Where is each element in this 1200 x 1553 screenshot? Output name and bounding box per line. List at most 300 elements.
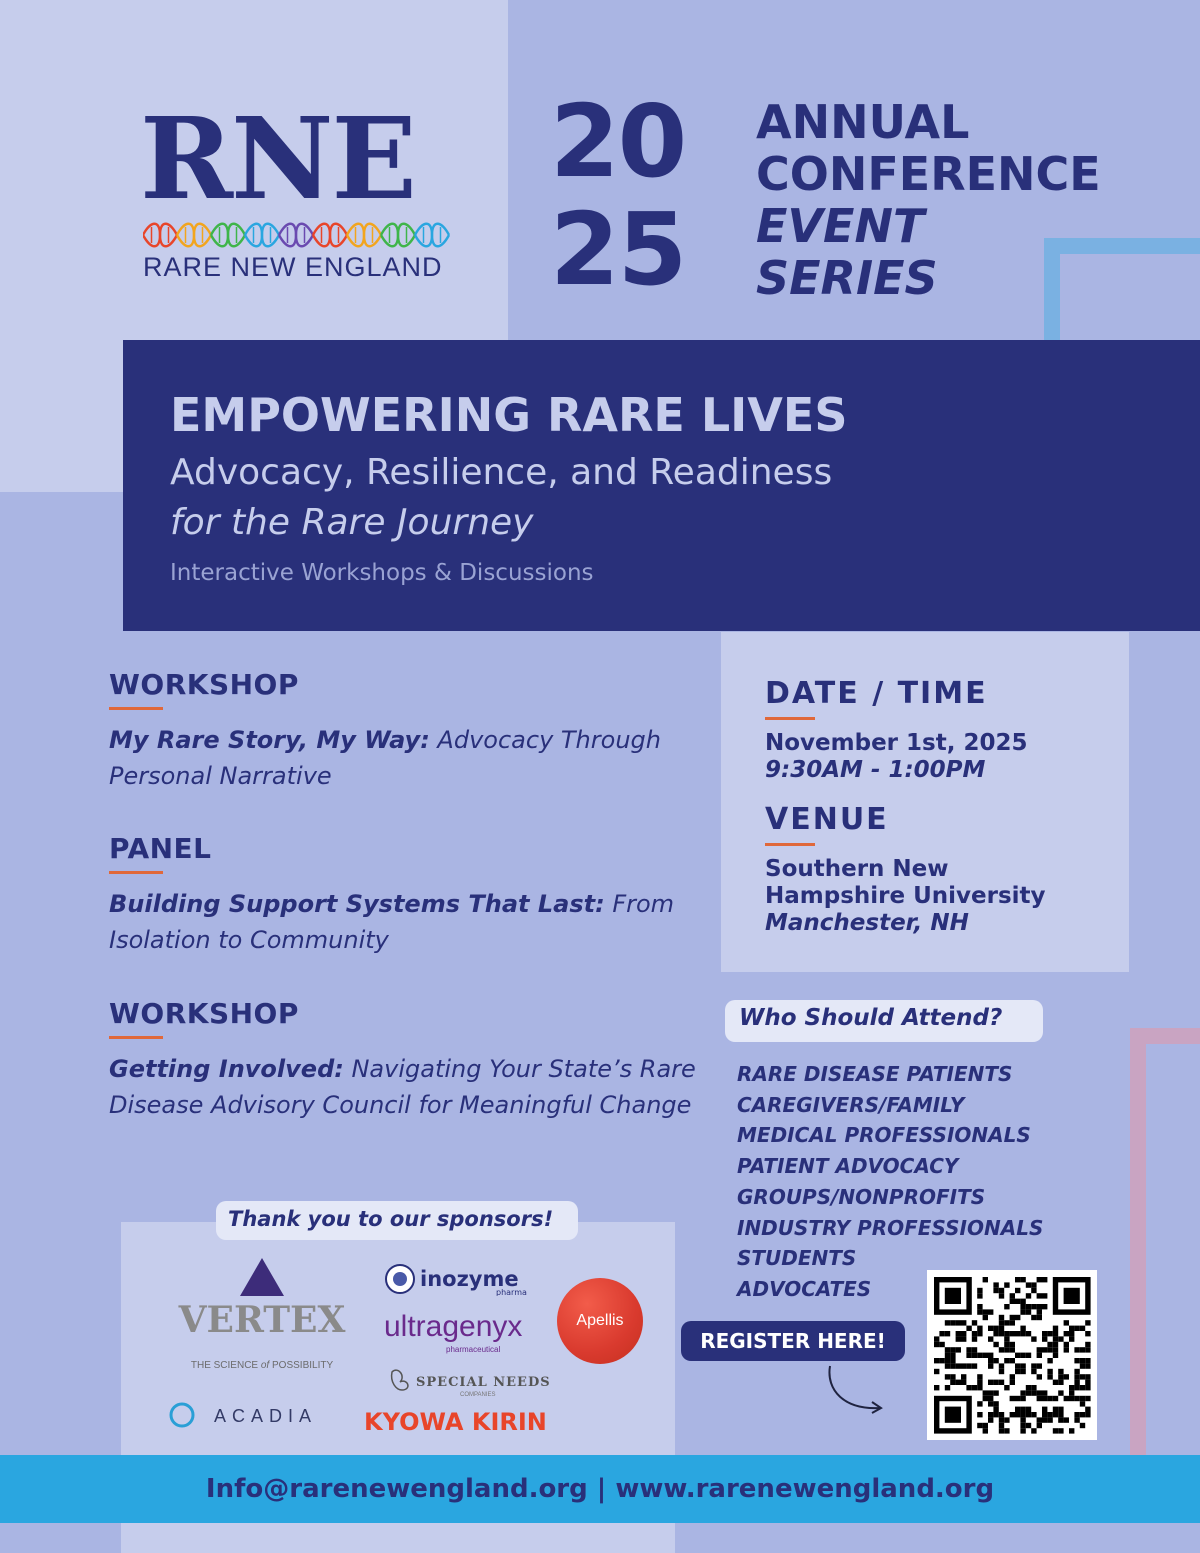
qr-module (993, 1412, 998, 1417)
qr-module (1031, 1363, 1036, 1368)
qr-module (972, 1336, 977, 1341)
qr-module (1010, 1412, 1015, 1417)
ultragenyx-sub: pharmaceutical (446, 1345, 501, 1354)
vertex-tagline: THE SCIENCE of POSSIBILITY (190, 1360, 334, 1371)
register-button[interactable]: REGISTER HERE! (681, 1321, 905, 1361)
qr-module (1074, 1347, 1079, 1352)
qr-module (988, 1358, 993, 1363)
qr-module (945, 1347, 950, 1352)
qr-module (977, 1380, 982, 1385)
qr-module (945, 1363, 950, 1368)
footer-contact[interactable]: Info@rarenewengland.org | www.rarenewengland.org (205, 1474, 995, 1504)
qr-module (1058, 1336, 1063, 1341)
qr-module (934, 1336, 939, 1341)
qr-module (1010, 1299, 1015, 1304)
qr-module (993, 1401, 998, 1406)
qr-module (1037, 1417, 1042, 1422)
qr-module (1031, 1412, 1036, 1417)
qr-module (1058, 1390, 1063, 1395)
session-title-rest: Navigating Your State’s Rare Disease Advisory Council for Meaningful Change (109, 1055, 696, 1119)
qr-module (988, 1380, 993, 1385)
qr-module (988, 1309, 993, 1314)
qr-module (999, 1428, 1004, 1433)
qr-module (1064, 1331, 1069, 1336)
qr-module (1004, 1320, 1009, 1325)
session-title-rest: From Isolation to Community (109, 890, 675, 954)
event-heading-annual-conference (756, 96, 1101, 200)
qr-module (956, 1336, 961, 1341)
attendee-item: MEDICAL PROFESSIONALS (737, 1123, 1031, 1148)
qr-module (1031, 1369, 1036, 1374)
qr-module (1004, 1304, 1009, 1309)
qr-module (1031, 1385, 1036, 1390)
year-top-digits: 20 (550, 83, 686, 200)
footer-bar (0, 1455, 1200, 1523)
qr-module (1080, 1374, 1085, 1379)
qr-module (1064, 1417, 1069, 1422)
qr-module (988, 1336, 993, 1341)
qr-module (1085, 1407, 1090, 1412)
qr-module (977, 1385, 982, 1390)
qr-module (1020, 1369, 1025, 1374)
qr-module (1015, 1299, 1020, 1304)
date-time-section (765, 676, 1027, 784)
rne-logo-subtitle: RARE NEW ENGLAND (143, 252, 443, 282)
qr-module (1058, 1417, 1063, 1422)
qr-module (1047, 1417, 1052, 1422)
qr-module (1037, 1423, 1042, 1428)
special-needs-companies-logo (388, 1366, 558, 1398)
qr-module (1064, 1342, 1069, 1347)
qr-module (1047, 1412, 1052, 1417)
qr-module (961, 1336, 966, 1341)
qr-module (1037, 1277, 1042, 1282)
dna-helix-icon (143, 220, 453, 250)
qr-module (1047, 1331, 1052, 1336)
qr-module (1004, 1347, 1009, 1352)
qr-module (1037, 1304, 1042, 1309)
qr-module (1053, 1353, 1058, 1358)
venue-section (765, 802, 1046, 937)
qr-module (1058, 1369, 1063, 1374)
qr-module (966, 1347, 971, 1352)
qr-module (1064, 1320, 1069, 1325)
qr-module (1085, 1396, 1090, 1401)
qr-module (1015, 1396, 1020, 1401)
qr-module (1069, 1385, 1074, 1390)
qr-module (999, 1412, 1004, 1417)
rne-logo-text: RNE (140, 94, 415, 225)
qr-module (1031, 1315, 1036, 1320)
session-underline (109, 1036, 163, 1039)
qr-module (1026, 1293, 1031, 1298)
qr-module (1037, 1309, 1042, 1314)
qr-module (1004, 1282, 1009, 1287)
qr-module (1020, 1363, 1025, 1368)
qr-module (1026, 1309, 1031, 1314)
qr-module (1047, 1347, 1052, 1352)
session-type: WORKSHOP (109, 997, 299, 1030)
qr-module (977, 1309, 982, 1314)
qr-module (1085, 1385, 1090, 1390)
qr-module (988, 1353, 993, 1358)
qr-module (1010, 1358, 1015, 1363)
event-heading-event-series (756, 200, 938, 304)
qr-module (977, 1293, 982, 1298)
venue-line1: Southern New (765, 856, 949, 882)
qr-module (1026, 1407, 1031, 1412)
venue-city: Manchester, NH (765, 910, 969, 936)
qr-module (950, 1347, 955, 1352)
heading-line-conference: CONFERENCE (756, 147, 1101, 201)
attendee-item: STUDENTS (737, 1246, 857, 1271)
qr-module (1042, 1304, 1047, 1309)
apellis-logo: Apellis (557, 1278, 643, 1364)
qr-module (999, 1326, 1004, 1331)
qr-module (1047, 1396, 1052, 1401)
qr-module (1080, 1358, 1085, 1363)
qr-module (945, 1320, 950, 1325)
qr-module (993, 1390, 998, 1395)
qr-module (1047, 1374, 1052, 1379)
qr-module (1015, 1315, 1020, 1320)
registration-qr-code[interactable] (927, 1270, 1097, 1440)
attendee-item: PATIENT ADVOCACY (737, 1154, 959, 1179)
qr-module (1080, 1412, 1085, 1417)
decorative-blue-frame (1044, 238, 1200, 254)
qr-module (1085, 1412, 1090, 1417)
who-should-attend-label: Who Should Attend? (739, 1005, 1003, 1031)
qr-module (988, 1417, 993, 1422)
qr-module (966, 1363, 971, 1368)
qr-module (1020, 1309, 1025, 1314)
banner-subtitle-line1: Advocacy, Resilience, and Readiness (170, 452, 833, 493)
session-title (109, 722, 709, 794)
qr-module (1042, 1336, 1047, 1341)
qr-module (1085, 1358, 1090, 1363)
qr-module (1026, 1304, 1031, 1309)
session-underline (109, 871, 163, 874)
qr-module (1031, 1428, 1036, 1433)
qr-module (1058, 1407, 1063, 1412)
qr-module (983, 1428, 988, 1433)
qr-module (966, 1385, 971, 1390)
qr-module (1031, 1282, 1036, 1287)
venue-line3 (765, 910, 1046, 937)
qr-module (983, 1396, 988, 1401)
qr-finder (945, 1407, 961, 1423)
qr-module (988, 1412, 993, 1417)
qr-module (993, 1358, 998, 1363)
acadia-name: ACADIA (214, 1406, 318, 1426)
qr-module (972, 1347, 977, 1352)
qr-module (1085, 1331, 1090, 1336)
qr-module (977, 1353, 982, 1358)
qr-module (1020, 1353, 1025, 1358)
qr-module (977, 1374, 982, 1379)
qr-module (1015, 1277, 1020, 1282)
qr-module (1020, 1390, 1025, 1395)
qr-module (1042, 1396, 1047, 1401)
qr-module (1074, 1369, 1079, 1374)
kyowa-kirin-logo (364, 1402, 554, 1438)
qr-module (993, 1326, 998, 1331)
qr-module (1004, 1358, 1009, 1363)
qr-module (1069, 1428, 1074, 1433)
qr-module (993, 1282, 998, 1287)
qr-module (1042, 1412, 1047, 1417)
qr-module (1010, 1347, 1015, 1352)
qr-module (1010, 1374, 1015, 1379)
qr-module (972, 1353, 977, 1358)
qr-module (1010, 1315, 1015, 1320)
qr-module (1004, 1385, 1009, 1390)
qr-module (1026, 1331, 1031, 1336)
qr-module (977, 1326, 982, 1331)
qr-module (1031, 1288, 1036, 1293)
decorative-pink-frame-vertical (1130, 1028, 1146, 1458)
qr-module (988, 1396, 993, 1401)
qr-module (950, 1374, 955, 1379)
qr-module (966, 1326, 971, 1331)
qr-module (1047, 1358, 1052, 1363)
qr-module (1053, 1407, 1058, 1412)
curved-arrow-icon (820, 1362, 890, 1418)
qr-module (1074, 1417, 1079, 1422)
qr-module (983, 1423, 988, 1428)
qr-module (950, 1353, 955, 1358)
qr-module (1080, 1326, 1085, 1331)
qr-module (999, 1288, 1004, 1293)
special-needs-name: SPECIAL NEEDS (416, 1375, 551, 1390)
session-workshop-1 (109, 668, 709, 794)
inozyme-sub: pharma (496, 1288, 527, 1296)
year-bottom-digits: 25 (550, 191, 686, 308)
qr-module (1015, 1331, 1020, 1336)
session-title-bold: Getting Involved: (109, 1055, 344, 1083)
qr-module (1058, 1374, 1063, 1379)
qr-module (999, 1293, 1004, 1298)
qr-module (1080, 1363, 1085, 1368)
qr-module (999, 1315, 1004, 1320)
qr-module (1020, 1304, 1025, 1309)
qr-module (934, 1342, 939, 1347)
qr-module (945, 1385, 950, 1390)
qr-module (1074, 1385, 1079, 1390)
qr-module (1085, 1342, 1090, 1347)
qr-module (1064, 1396, 1069, 1401)
qr-module (945, 1331, 950, 1336)
inozyme-name: inozyme (420, 1267, 519, 1291)
qr-module (1074, 1380, 1079, 1385)
qr-module (999, 1331, 1004, 1336)
qr-module (1015, 1412, 1020, 1417)
heading-line-annual: ANNUAL (756, 95, 970, 149)
qr-module (1042, 1293, 1047, 1298)
qr-module (966, 1353, 971, 1358)
qr-module (1026, 1282, 1031, 1287)
qr-module (1042, 1277, 1047, 1282)
qr-module (1015, 1288, 1020, 1293)
qr-module (1074, 1326, 1079, 1331)
qr-module (1026, 1353, 1031, 1358)
qr-module (939, 1358, 944, 1363)
qr-module (1080, 1423, 1085, 1428)
qr-module (1037, 1396, 1042, 1401)
qr-module (1004, 1336, 1009, 1341)
session-title (109, 886, 709, 958)
qr-module (1080, 1385, 1085, 1390)
attendee-item: RARE DISEASE PATIENTS (737, 1062, 1013, 1086)
qr-module (1074, 1412, 1079, 1417)
qr-module (999, 1320, 1004, 1325)
qr-module (1026, 1390, 1031, 1395)
session-type: WORKSHOP (109, 668, 299, 701)
qr-module (939, 1331, 944, 1336)
qr-module (999, 1347, 1004, 1352)
attendee-item: INDUSTRY PROFESSIONALS (737, 1215, 1044, 1240)
ultragenyx-logo (384, 1302, 536, 1356)
qr-module (1069, 1396, 1074, 1401)
qr-module (934, 1358, 939, 1363)
attendee-list (737, 1059, 1043, 1305)
qr-module (1020, 1299, 1025, 1304)
qr-module (1010, 1320, 1015, 1325)
date-time-heading: DATE / TIME (765, 676, 988, 711)
qr-module (983, 1309, 988, 1314)
qr-module (1010, 1380, 1015, 1385)
qr-module (1015, 1407, 1020, 1412)
qr-module (945, 1358, 950, 1363)
qr-module (950, 1320, 955, 1325)
qr-module (956, 1363, 961, 1368)
session-title-bold: Building Support Systems That Last: (109, 890, 605, 918)
qr-module (1064, 1347, 1069, 1352)
qr-module (1037, 1353, 1042, 1358)
qr-module (1037, 1390, 1042, 1395)
qr-module (950, 1380, 955, 1385)
event-time-text: 9:30AM - 1:00PM (765, 757, 986, 783)
qr-module (1047, 1342, 1052, 1347)
qr-module (1053, 1396, 1058, 1401)
qr-module (977, 1401, 982, 1406)
qr-module (1020, 1412, 1025, 1417)
qr-module (961, 1374, 966, 1379)
qr-module (1031, 1304, 1036, 1309)
session-title-rest: Advocacy Through Personal Narrative (109, 726, 661, 790)
qr-module (1004, 1417, 1009, 1422)
qr-module (1004, 1342, 1009, 1347)
qr-module (961, 1331, 966, 1336)
inozyme-logo (384, 1262, 534, 1296)
qr-module (1020, 1396, 1025, 1401)
qr-module (1037, 1293, 1042, 1298)
qr-module (1064, 1374, 1069, 1379)
qr-module (1053, 1347, 1058, 1352)
qr-module (1020, 1428, 1025, 1433)
qr-module (999, 1363, 1004, 1368)
qr-module (956, 1380, 961, 1385)
date-underline (765, 717, 815, 720)
qr-module (1004, 1331, 1009, 1336)
qr-module (945, 1353, 950, 1358)
session-title-bold: My Rare Story, My Way: (109, 726, 430, 754)
qr-module (1037, 1363, 1042, 1368)
session-workshop-2 (109, 997, 709, 1123)
qr-module (1069, 1336, 1074, 1341)
qr-module (956, 1347, 961, 1352)
qr-module (988, 1401, 993, 1406)
session-title (109, 1051, 709, 1123)
qr-module (1010, 1293, 1015, 1298)
qr-module (1069, 1326, 1074, 1331)
qr-module (1010, 1342, 1015, 1347)
qr-module (950, 1358, 955, 1363)
qr-module (1037, 1374, 1042, 1379)
qr-module (1085, 1380, 1090, 1385)
qr-module (988, 1326, 993, 1331)
qr-module (1020, 1417, 1025, 1422)
qr-module (983, 1390, 988, 1395)
session-panel (109, 832, 709, 958)
qr-module (1058, 1428, 1063, 1433)
qr-module (1015, 1369, 1020, 1374)
qr-module (1031, 1336, 1036, 1341)
qr-finder (1064, 1288, 1080, 1304)
qr-module (1026, 1385, 1031, 1390)
qr-module (1004, 1428, 1009, 1433)
qr-module (1020, 1326, 1025, 1331)
banner-title: EMPOWERING RARE LIVES (170, 388, 848, 442)
qr-module (972, 1320, 977, 1325)
qr-module (977, 1331, 982, 1336)
qr-module (1031, 1390, 1036, 1395)
qr-module (1069, 1331, 1074, 1336)
qr-module (950, 1363, 955, 1368)
qr-module (1020, 1407, 1025, 1412)
acadia-logo (168, 1400, 338, 1430)
qr-module (999, 1369, 1004, 1374)
qr-module (1020, 1423, 1025, 1428)
qr-module (983, 1277, 988, 1282)
qr-module (1042, 1407, 1047, 1412)
attendee-item: CAREGIVERS/FAMILY (737, 1092, 965, 1117)
qr-module (977, 1412, 982, 1417)
sponsors-label: Thank you to our sponsors! (228, 1207, 554, 1231)
qr-module (993, 1331, 998, 1336)
qr-module (934, 1385, 939, 1390)
venue-line2: Hampshire University (765, 883, 1046, 909)
qr-module (1020, 1277, 1025, 1282)
qr-module (1080, 1396, 1085, 1401)
heading-line-event: EVENT (756, 199, 925, 253)
qr-module (1080, 1401, 1085, 1406)
qr-module (1085, 1347, 1090, 1352)
attendee-item: GROUPS/NONPROFITS (737, 1184, 986, 1209)
qr-module (1053, 1428, 1058, 1433)
qr-module (1053, 1412, 1058, 1417)
qr-module (1085, 1374, 1090, 1379)
qr-module (977, 1288, 982, 1293)
heading-line-series: SERIES (756, 251, 938, 305)
qr-module (1074, 1396, 1079, 1401)
vertex-name: VERTEX (178, 1299, 346, 1341)
qr-module (961, 1380, 966, 1385)
qr-module (1042, 1347, 1047, 1352)
special-needs-sub: COMPANIES (460, 1392, 496, 1398)
qr-module (1037, 1315, 1042, 1320)
qr-module (1020, 1331, 1025, 1336)
